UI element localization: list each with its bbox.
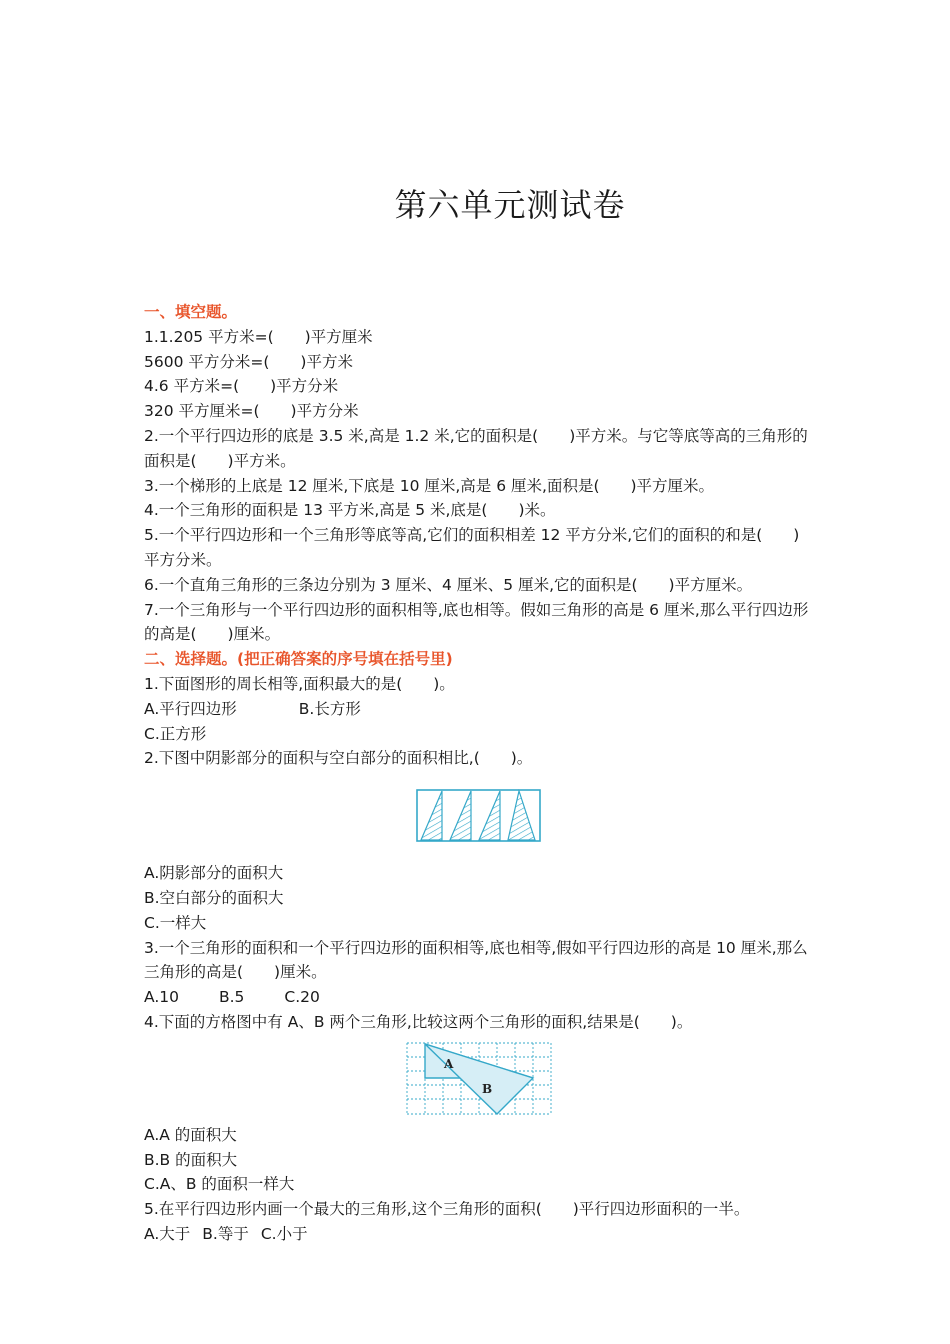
fill-question: 4.一个三角形的面积是 13 平方米,高是 5 米,底是( )米。 (144, 501, 556, 520)
triangle-b-label: B (482, 1081, 493, 1096)
choice-option: C.一样大 (144, 913, 207, 932)
choice-option: B.5 (218, 988, 245, 1007)
choice-option: B.B 的面积大 (144, 1150, 238, 1169)
shaded-triangles-figure (144, 775, 814, 857)
grid-triangles-figure (144, 1039, 814, 1119)
fill-question: 5600 平方分米=( )平方米 (144, 352, 353, 371)
choice-question-stem: 3.一个三角形的面积和一个平行四边形的面积相等,底也相等,假如平行四边形的高是 10 厘米,那么三角形的高是( )厘米。 (144, 938, 808, 982)
fill-question: 3.一个梯形的上底是 12 厘米,下底是 10 厘米,高是 6 厘米,面积是( )平方厘米。 (144, 476, 715, 495)
choice-option: B.长方形 (298, 699, 361, 718)
triangle-a-label: A (444, 1056, 454, 1071)
grid-triangles-diagram (406, 1042, 552, 1116)
choice-option: A.阴影部分的面积大 (144, 864, 284, 883)
worksheet-body (144, 300, 814, 1247)
choice-option: C.20 (284, 988, 320, 1007)
choice-option: A.平行四边形 (144, 699, 237, 718)
choice-option: B.等于 (202, 1224, 249, 1243)
fill-question: 2.一个平行四边形的底是 3.5 米,高是 1.2 米,它的面积是( )平方米。与它等底等高的三角形的面积是( )平方米。 (144, 426, 808, 470)
fill-question: 5.一个平行四边形和一个三角形等底等高,它们的面积相差 12 平方分米,它们的面积的和是( )平方分米。 (144, 526, 800, 569)
choice-question-stem: 2.下图中阴影部分的面积与空白部分的面积相比,( )。 (144, 749, 533, 768)
fill-question: 4.6 平方米=( )平方分米 (144, 377, 339, 396)
section-heading-choice: 二、选择题。(把正确答案的序号填在括号里) (144, 650, 453, 669)
choice-option: A.大于 (144, 1224, 191, 1243)
choice-question-stem: 5.在平行四边形内画一个最大的三角形,这个三角形的面积( )平行四边形面积的一半。 (144, 1200, 750, 1219)
choice-options-row (144, 1222, 814, 1247)
choice-question-stem: 1.下面图形的周长相等,面积最大的是( )。 (144, 674, 455, 693)
choice-option: A.10 (144, 988, 179, 1007)
choice-option: C.正方形 (144, 724, 207, 743)
fill-question: 320 平方厘米=( )平方分米 (144, 402, 359, 421)
fill-question: 7.一个三角形与一个平行四边形的面积相等,底也相等。假如三角形的高是 6 厘米,那么平行四边形的高是( )厘米。 (144, 600, 809, 644)
fill-question: 1.1.205 平方米=( )平方厘米 (144, 327, 373, 346)
choice-options-row (144, 697, 814, 722)
choice-question-stem: 4.下面的方格图中有 A、B 两个三角形,比较这两个三角形的面积,结果是( )。 (144, 1012, 693, 1031)
choice-option: A.A 的面积大 (144, 1125, 237, 1144)
choice-option: C.A、B 的面积一样大 (144, 1175, 295, 1194)
page-title: 第六单元测试卷 (394, 186, 626, 224)
fill-question: 6.一个直角三角形的三条边分别为 3 厘米、4 厘米、5 厘米,它的面积是( )平方厘米。 (144, 575, 753, 594)
section-heading-fill: 一、填空题。 (144, 303, 238, 321)
shaded-triangles-diagram (416, 789, 542, 843)
choice-option: C.小于 (260, 1224, 308, 1243)
choice-options-row (144, 985, 814, 1010)
choice-option: B.空白部分的面积大 (144, 888, 284, 907)
